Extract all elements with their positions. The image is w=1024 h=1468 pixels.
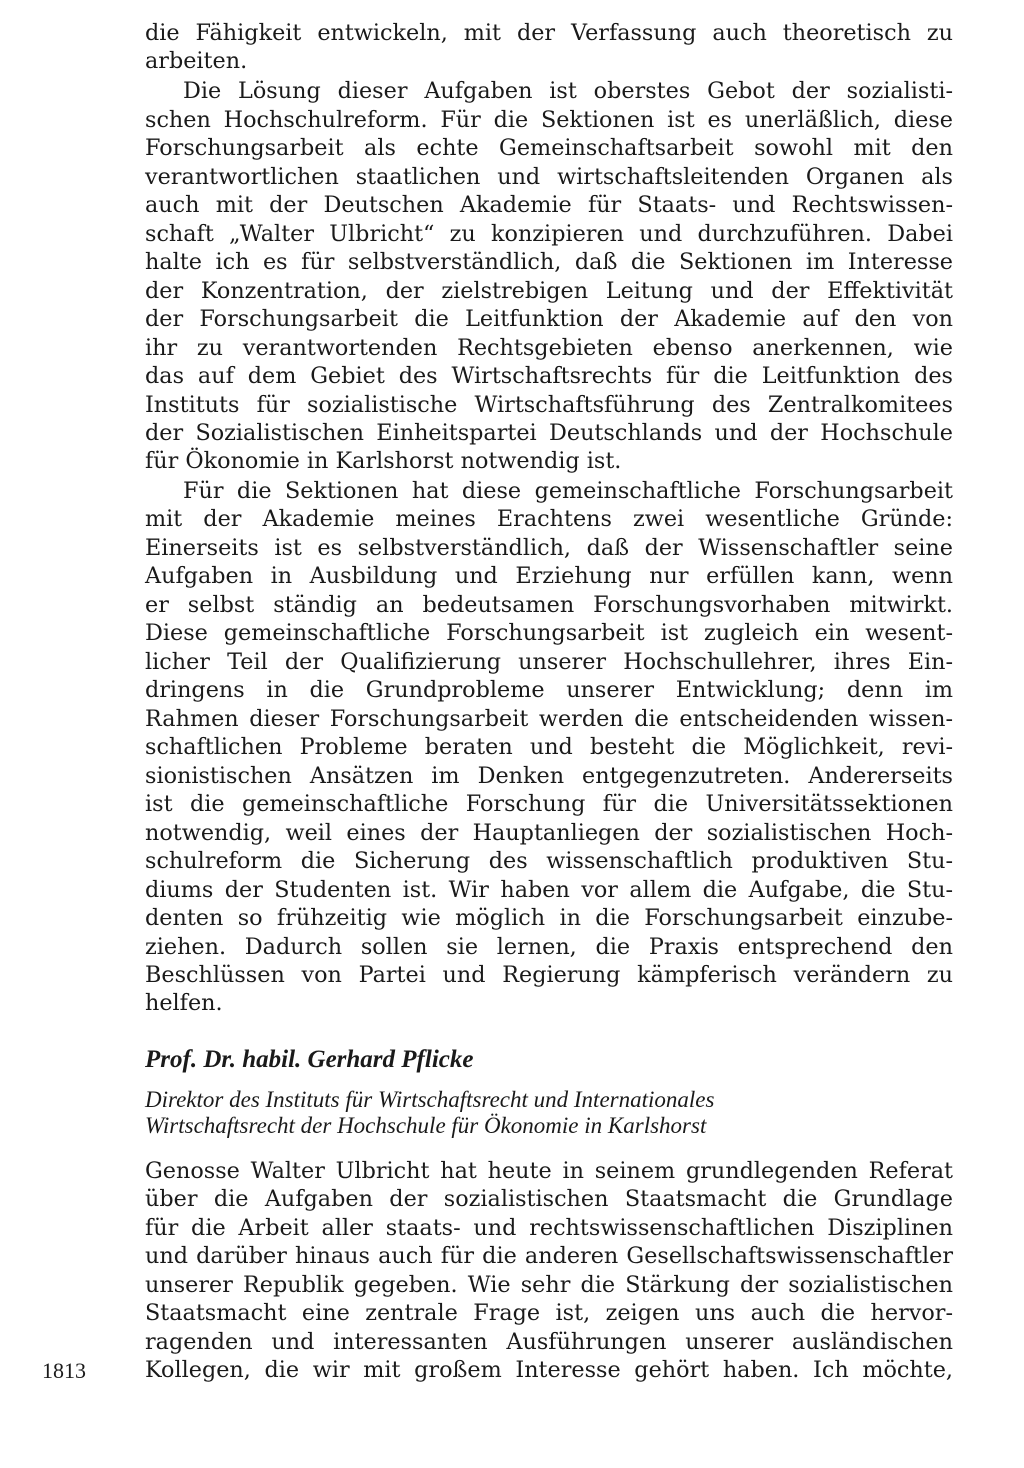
text-line: der Konzentration, der zielstrebigen Leitung und der Effektivität xyxy=(145,278,953,304)
text-line: halte ich es für selbstverständlich, daß die Sektionen im Interesse xyxy=(145,249,953,275)
text-line: mit der Akademie meines Erachtens zwei wesentliche Gründe: xyxy=(145,506,953,532)
text-line: Beschlüssen von Partei und Regierung kämpferisch verändern zu xyxy=(145,962,953,988)
text-line: sionistischen Ansätzen im Denken entgegenzutreten. Andererseits xyxy=(145,763,953,789)
text-line: licher Teil der Qualifizierung unserer Hochschullehrer, ihres Ein- xyxy=(145,649,953,675)
speaker-affiliation-line: Wirtschaftsrecht der Hochschule für Ökonomie in Karlshorst xyxy=(145,1113,707,1138)
text-line: notwendig, weil eines der Hauptanliegen der sozialistischen Hoch- xyxy=(145,820,953,846)
text-line: Die Lösung dieser Aufgaben ist oberstes Gebot der sozialisti- xyxy=(183,78,953,104)
text-line: denten so frühzeitig wie möglich in die Forschungsarbeit einzube- xyxy=(145,905,953,931)
text-line: der Sozialistischen Einheitspartei Deutschlands und der Hochschule xyxy=(145,420,953,446)
text-line: schulreform die Sicherung des wissenschaftlich produktiven Stu- xyxy=(145,848,953,874)
text-line: für die Arbeit aller staats- und rechtswissenschaftlichen Disziplinen xyxy=(145,1215,953,1241)
text-line: der Forschungsarbeit die Leitfunktion der Akademie auf den von xyxy=(145,306,953,332)
page-number: 1813 xyxy=(42,1358,86,1383)
text-line: ihr zu verantwortenden Rechtsgebieten ebenso anerkennen, wie xyxy=(145,335,953,361)
text-line: Forschungsarbeit als echte Gemeinschaftsarbeit sowohl mit den xyxy=(145,135,953,161)
text-line: diums der Studenten ist. Wir haben vor allem die Aufgabe, die Stu- xyxy=(145,877,953,903)
text-line: Kollegen, die wir mit großem Interesse gehört haben. Ich möchte, xyxy=(145,1357,953,1383)
text-line: Genosse Walter Ulbricht hat heute in seinem grundlegenden Referat xyxy=(145,1158,953,1184)
text-line: verantwortlichen staatlichen und wirtschaftsleitenden Organen als xyxy=(145,164,953,190)
text-line: Staatsmacht eine zentrale Frage ist, zeigen uns auch die hervor- xyxy=(145,1300,953,1326)
text-line: schen Hochschulreform. Für die Sektionen ist es unerläßlich, diese xyxy=(145,107,953,133)
text-line: dringens in die Grundprobleme unserer Entwicklung; denn im xyxy=(145,677,953,703)
text-line: er selbst ständig an bedeutsamen Forschungsvorhaben mitwirkt. xyxy=(145,592,953,618)
text-line: arbeiten. xyxy=(145,48,248,74)
text-line: Instituts für sozialistische Wirtschaftsführung des Zentralkomitees xyxy=(145,392,953,418)
text-line: ragenden und interessanten Ausführungen unserer ausländischen xyxy=(145,1329,953,1355)
text-line: Für die Sektionen hat diese gemeinschaftliche Forschungsarbeit xyxy=(183,478,953,504)
text-line: ist die gemeinschaftliche Forschung für die Universitätssektionen xyxy=(145,791,953,817)
text-line: und darüber hinaus auch für die anderen Gesellschaftswissenschaftler xyxy=(145,1243,953,1269)
speaker-affiliation-line: Direktor des Instituts für Wirtschaftsrecht und Internationales xyxy=(145,1087,715,1112)
speaker-name: Prof. Dr. habil. Gerhard Pflicke xyxy=(145,1046,474,1073)
text-line: das auf dem Gebiet des Wirtschaftsrechts für die Leitfunktion des xyxy=(145,363,953,389)
text-line: Diese gemeinschaftliche Forschungsarbeit ist zugleich ein wesent- xyxy=(145,620,953,646)
text-line: ziehen. Dadurch sollen sie lernen, die Praxis entsprechend den xyxy=(145,934,953,960)
text-line: Rahmen dieser Forschungsarbeit werden die entscheidenden wissen- xyxy=(145,706,953,732)
text-line: über die Aufgaben der sozialistischen Staatsmacht die Grundlage xyxy=(145,1186,953,1212)
text-line: helfen. xyxy=(145,990,223,1016)
text-line: Einerseits ist es selbstverständlich, daß der Wissenschaftler seine xyxy=(145,535,953,561)
text-line: schaft „Walter Ulbricht“ zu konzipieren und durchzuführen. Dabei xyxy=(145,221,953,247)
text-line: unserer Republik gegeben. Wie sehr die Stärkung der sozialistischen xyxy=(145,1272,953,1298)
text-line: auch mit der Deutschen Akademie für Staats- und Rechtswissen- xyxy=(145,192,953,218)
text-line: die Fähigkeit entwickeln, mit der Verfassung auch theoretisch zu xyxy=(145,20,953,46)
text-line: Aufgaben in Ausbildung und Erziehung nur erfüllen kann, wenn xyxy=(145,563,953,589)
text-line: schaftlichen Probleme beraten und besteht die Möglichkeit, revi- xyxy=(145,734,953,760)
text-line: für Ökonomie in Karlshorst notwendig ist. xyxy=(145,448,622,474)
